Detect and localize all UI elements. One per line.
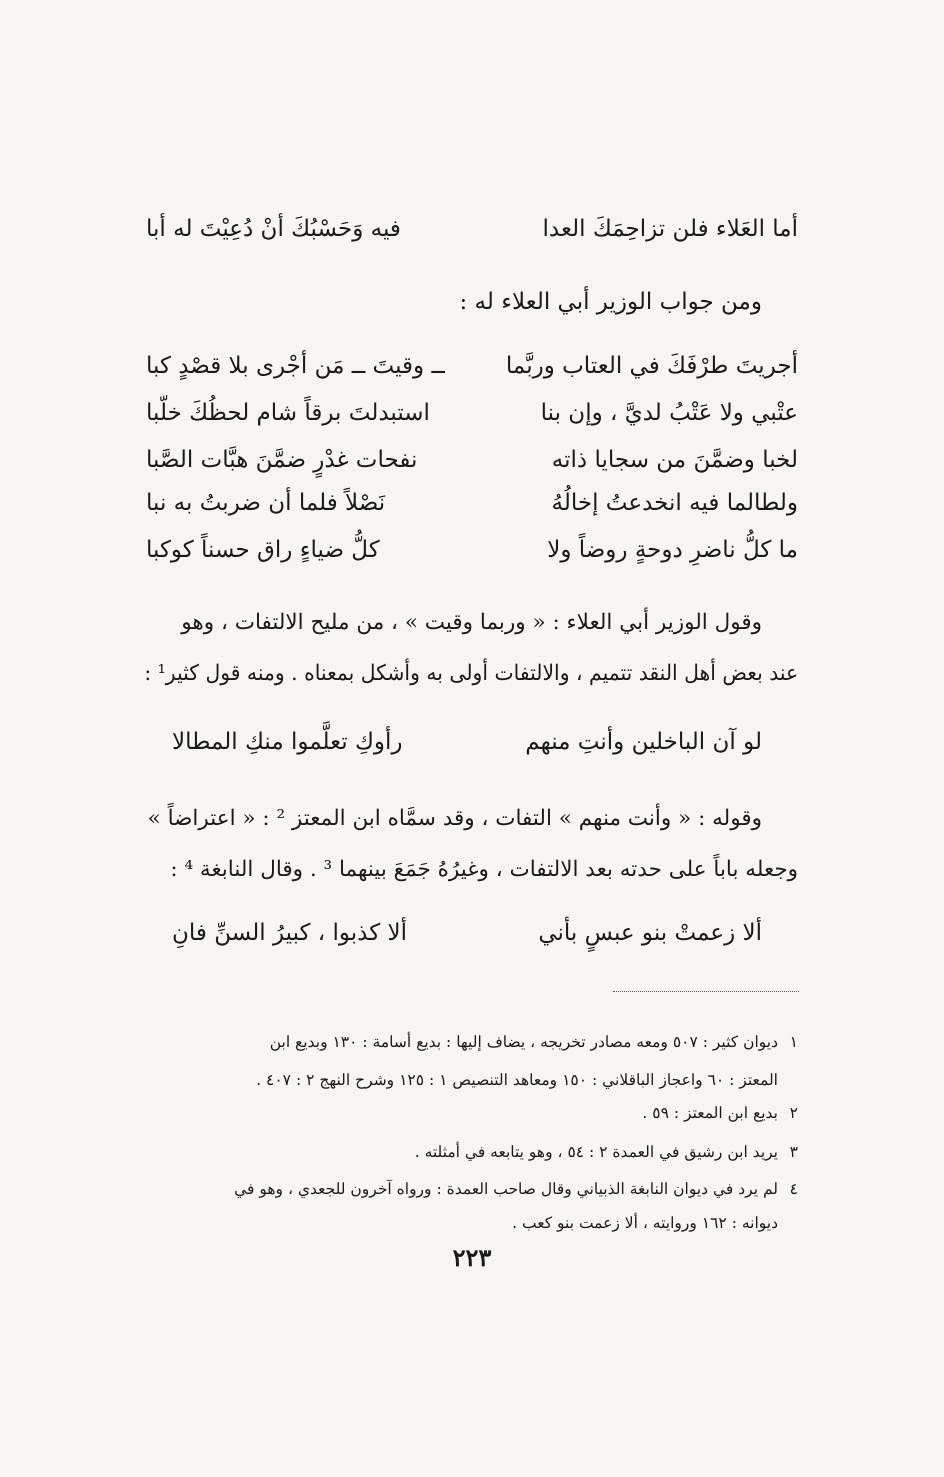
- nabigha-verse: [172, 916, 762, 950]
- footnote-number: ١: [789, 1033, 798, 1051]
- footnote-text: يريد ابن رشيق في العمدة ٢ : ٥٤ ، وهو يتابعه في أمثلته .: [414, 1143, 778, 1161]
- kuthayyir-verse: [172, 725, 762, 759]
- footnote-separator: [613, 991, 799, 992]
- poem-verse-2: [146, 396, 798, 430]
- verse-right-hemistich: عتْبي ولا عَتْبُ لديَّ ، وإن بنا: [540, 400, 798, 426]
- footnote-1-continuation: المعتز : ٦٠ واعجاز الباقلاني : ١٥٠ ومعاهد التنصيص ١ : ١٢٥ وشرح النهج ٢ : ٤٠٧ .: [256, 1071, 778, 1089]
- intro-line: ومن جواب الوزير أبي العلاء له :: [459, 289, 762, 315]
- verse-left-hemistich: ــ وقيتَ ــ مَن أجْرى بلا قصْدٍ كبا: [146, 353, 445, 379]
- footnote-number: ٢: [789, 1104, 798, 1122]
- footnote-text: لم يرد في ديوان النابغة الذبياني وقال صاحب العمدة : ورواه آخرون للجعدي ، وهو في: [234, 1180, 778, 1198]
- verse-right-hemistich: ألا زعمتْ بنو عبسٍ بأني: [538, 920, 762, 946]
- verse-left-hemistich: كلُّ ضياءٍ راق حسناً كوكبا: [146, 537, 380, 563]
- footnote-3: [415, 1141, 798, 1164]
- poem-verse-4: [146, 486, 798, 520]
- verse-right-hemistich: أجريتَ طرْفَكَ في العتاب وربَّما: [505, 353, 798, 379]
- paragraph-line: وقوله : « وأنت منهم » التفات ، وقد سمَّاه ابن المعتز ² : « اعتراضاً »: [147, 806, 762, 831]
- verse-right-hemistich: لو آن الباخلين وأنتِ منهم: [525, 729, 762, 755]
- footnote-2: [642, 1102, 798, 1125]
- verse-left-hemistich: نَصْلاً فلما أن ضربتُ به نبا: [146, 490, 386, 516]
- paragraph-line: وجعله باباً على حدته بعد الالتفات ، وغيرُهُ جَمَعَ بينهما ³ . وقال النابغة ⁴ :: [170, 857, 798, 882]
- page-number: ٢٢٣: [452, 1243, 492, 1272]
- poem-verse-5: [146, 533, 798, 567]
- footnote-4: [234, 1178, 798, 1201]
- footnote-number: ٣: [789, 1143, 798, 1161]
- footnote-number: ٤: [789, 1180, 798, 1198]
- verse-right-hemistich: ولطالما فيه انخدعتُ إخالُهُ: [551, 490, 798, 516]
- paragraph-line: عند بعض أهل النقد تتميم ، والالتفات أولى به وأشكل بمعناه . ومنه قول كثير¹ :: [144, 661, 798, 686]
- verse-left-hemistich: نفحات غدْرٍ ضمَّنَ هبَّات الصَّبا: [146, 447, 418, 473]
- opening-verse: [146, 212, 798, 246]
- verse-right-hemistich: لخبا وضمَّنَ من سجايا ذاته: [551, 447, 798, 473]
- footnote-text: ديوان كثير : ٥٠٧ ومعه مصادر تخريجه ، يضاف إليها : بديع أسامة : ١٣٠ وبديع ابن: [269, 1033, 778, 1051]
- verse-left-hemistich: رأوكِ تعلَّموا منكِ المطالا: [172, 729, 403, 755]
- verse-right-hemistich: ما كلُّ ناضرِ دوحةٍ روضاً ولا: [547, 537, 798, 563]
- verse-left-hemistich: ألا كذبوا ، كبيرُ السنِّ فانِ: [172, 920, 408, 946]
- poem-verse-1: [146, 349, 798, 383]
- verse-left-hemistich: فيه وَحَسْبُكَ أنْ دُعِيْتَ له أبا: [146, 216, 401, 242]
- poem-verse-3: [146, 443, 798, 477]
- footnote-text: بديع ابن المعتز : ٥٩ .: [642, 1104, 778, 1122]
- paragraph-line: وقول الوزير أبي العلاء : « وربما وقيت » ، من مليح الالتفات ، وهو: [181, 610, 762, 635]
- verse-left-hemistich: استبدلتَ برقاً شام لحظُكَ خلّبا: [146, 400, 430, 426]
- footnote-4-continuation: ديوانه : ١٦٢ وروايته ، ألا زعمت بنو كعب .: [512, 1214, 778, 1232]
- footnote-1: [270, 1031, 798, 1054]
- verse-right-hemistich: أما العَلاء فلن تزاحِمَكَ العدا: [542, 216, 798, 242]
